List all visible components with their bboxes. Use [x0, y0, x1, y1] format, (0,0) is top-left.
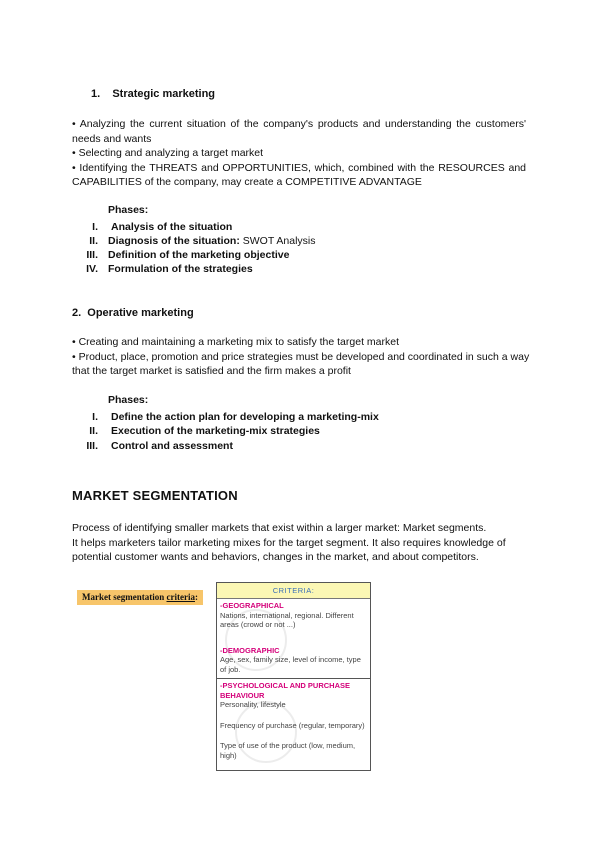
- bullet-item: • Analyzing the current situation of the company's products and understanding the customers' needs and wants: [72, 118, 526, 145]
- criteria-category-text: Age, sex, family size, level of income, type of job.: [220, 655, 361, 674]
- section1-number: 1.: [91, 88, 101, 100]
- criteria-category-title: -PSYCHOLOGICAL AND PURCHASE BEHAVIOUR: [220, 681, 351, 700]
- phase-label: Diagnosis of the situation:: [108, 235, 240, 247]
- bullet-item: • Identifying the THREATS and OPPORTUNITIES, which, combined with the RESOURCES and CAPABILITIES of the company, may create a COMPETITIVE ADVANTAGE: [72, 161, 526, 189]
- section1-bullets: [72, 117, 526, 190]
- paragraph-line: It helps marketers tailor marketing mixes for the target segment. It also requires knowledge of potential customer wants and behaviors, changes in the market, and about competitors.: [72, 536, 506, 564]
- phase-item: [86, 248, 290, 262]
- criteria-label: [77, 590, 203, 605]
- criteria-category-text: Type of use of the product (low, medium, high): [220, 741, 356, 760]
- section1-phases-title: Phases:: [108, 204, 149, 216]
- segmentation-heading: MARKET SEGMENTATION: [72, 488, 238, 503]
- phase-detail: SWOT Analysis: [239, 235, 316, 247]
- section2-bullets: [72, 335, 530, 379]
- section1-heading: [91, 88, 215, 100]
- section2-heading: 2. Operative marketing: [72, 307, 194, 319]
- criteria-label-underlined: criteria: [166, 592, 195, 602]
- criteria-label-suffix: :: [194, 592, 198, 602]
- criteria-table: [216, 582, 371, 771]
- phase-item: [92, 410, 379, 424]
- phase-number: II.: [89, 235, 98, 247]
- section2-phases-title: Phases:: [108, 394, 149, 406]
- phase-label: Control and assessment: [111, 440, 233, 452]
- phase-number: III.: [86, 249, 98, 261]
- bullet-item: • Product, place, promotion and price strategies must be developed and coordinated in such a way that the target market is satisfied and the firm makes a profit: [72, 350, 530, 378]
- criteria-category-text: Personality, lifestyle: [220, 700, 286, 709]
- phase-item: [89, 424, 320, 438]
- phase-label: Analysis of the situation: [111, 221, 233, 233]
- paragraph-line: Process of identifying smaller markets that exist within a larger market: Market segments.: [72, 522, 487, 534]
- criteria-header: CRITERIA:: [217, 583, 370, 599]
- phase-item: [86, 262, 253, 276]
- criteria-geographical: [217, 599, 370, 632]
- phase-number: IV.: [86, 263, 98, 275]
- phase-item: [89, 234, 316, 248]
- criteria-label-prefix: Market segmentation: [82, 592, 167, 602]
- phase-item: [86, 439, 233, 453]
- phase-label: Definition of the marketing objective: [108, 249, 290, 261]
- bullet-item: • Creating and maintaining a marketing mix to satisfy the target market: [72, 336, 399, 348]
- bullet-item: • Selecting and analyzing a target market: [72, 147, 264, 160]
- phase-number: II.: [89, 425, 98, 437]
- criteria-category-title: -GEOGRAPHICAL: [220, 601, 284, 610]
- phase-item: [92, 220, 233, 234]
- criteria-demographic: [217, 644, 370, 677]
- phase-label: Formulation of the strategies: [108, 263, 253, 275]
- phase-label: Define the action plan for developing a marketing-mix: [111, 411, 379, 423]
- phase-number: III.: [86, 440, 98, 452]
- criteria-psychological: [217, 678, 370, 762]
- phase-number: I.: [92, 221, 98, 233]
- phase-number: I.: [92, 411, 98, 423]
- criteria-category-text: Frequency of purchase (regular, temporary): [220, 720, 365, 730]
- criteria-category-text: Nations, international, regional. Different areas (crowd or not ...): [220, 610, 354, 629]
- phase-label: Execution of the marketing-mix strategies: [111, 425, 320, 437]
- section1-title: Strategic marketing: [112, 88, 216, 100]
- segmentation-paragraph: [72, 521, 530, 565]
- criteria-category-title: -DEMOGRAPHIC: [220, 645, 280, 655]
